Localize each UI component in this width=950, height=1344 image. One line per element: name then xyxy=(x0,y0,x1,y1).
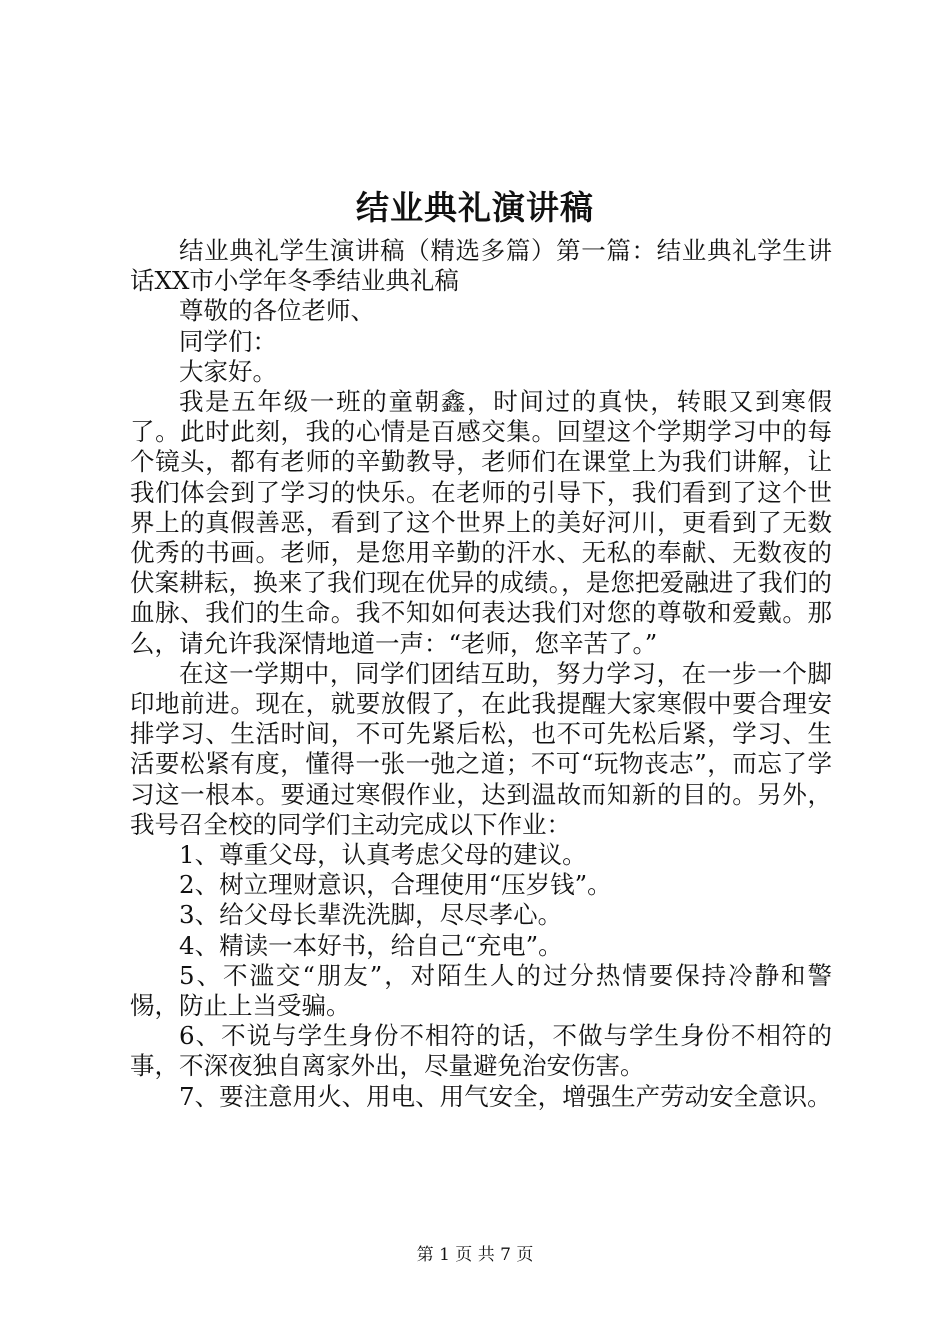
paragraph-greeting: 大家好。 xyxy=(179,356,277,386)
paragraph-body-2: 在这一学期中，同学们团结互助，努力学习，在一步一个脚印地前进。现在，就要放假了，在此我提醒大家寒假中要合理安排学习、生活时间，不可先紧后松，也不可先松后紧，学习、生活要松紧有度，懂得一张一弛之道；不可“玩物丧志”，而忘了学习这一根本。要通过寒假作业，达到温故而知新的目的。另外，我号召全校的同学们主动完成以下作业： xyxy=(130,658,832,839)
list-item-3: 3、给父母长辈洗洗脚，尽尽孝心。 xyxy=(179,900,563,930)
document-body xyxy=(130,236,832,1112)
paragraph-intro: 结业典礼学生演讲稿（精选多篇）第一篇：结业典礼学生讲话XX市小学年冬季结业典礼稿 xyxy=(130,236,832,296)
list-item-6: 6、不说与学生身份不相符的话，不做与学生身份不相符的事，不深夜独自离家外出，尽量避免治安伤害。 xyxy=(130,1021,832,1081)
list-item-4: 4、精读一本好书，给自己“充电”。 xyxy=(179,930,563,960)
page-footer: 第 1 页 共 7 页 xyxy=(416,1245,534,1265)
list-item-5: 5、不滥交“朋友”，对陌生人的过分热情要保持冷静和警惕，防止上当受骗。 xyxy=(130,960,832,1021)
paragraph-body-1: 我是五年级一班的童朝鑫，时间过的真快，转眼又到寒假了。此时此刻，我的心情是百感交集。回望这个学期学习中的每个镜头，都有老师的辛勤教导，老师们在课堂上为我们讲解，让我们体会到了学习的快乐。在老师的引导下，我们看到了这个世界上的真假善恶，看到了这个世界上的美好河川，更看到了无数优秀的书画。老师，是您用辛勤的汗水、无私的奉献、无数夜的伏案耕耘，换来了我们现在优异的成绩。，是您把爱融进了我们的血脉、我们的生命。我不知如何表达我们对您的尊敬和爱戴。那么，请允许我深情地道一声：“老师，您辛苦了。” xyxy=(130,387,832,658)
page-title: 结业典礼演讲稿 xyxy=(356,188,594,227)
list-item-2: 2、树立理财意识，合理使用“压岁钱”。 xyxy=(179,870,612,900)
paragraph-salutation-students: 同学们： xyxy=(179,326,277,356)
list-item-7: 7、要注意用火、用电、用气安全，增强生产劳动安全意识。 xyxy=(179,1081,832,1111)
list-item-1: 1、尊重父母，认真考虑父母的建议。 xyxy=(179,840,587,870)
paragraph-salutation-teachers: 尊敬的各位老师、 xyxy=(179,296,375,326)
